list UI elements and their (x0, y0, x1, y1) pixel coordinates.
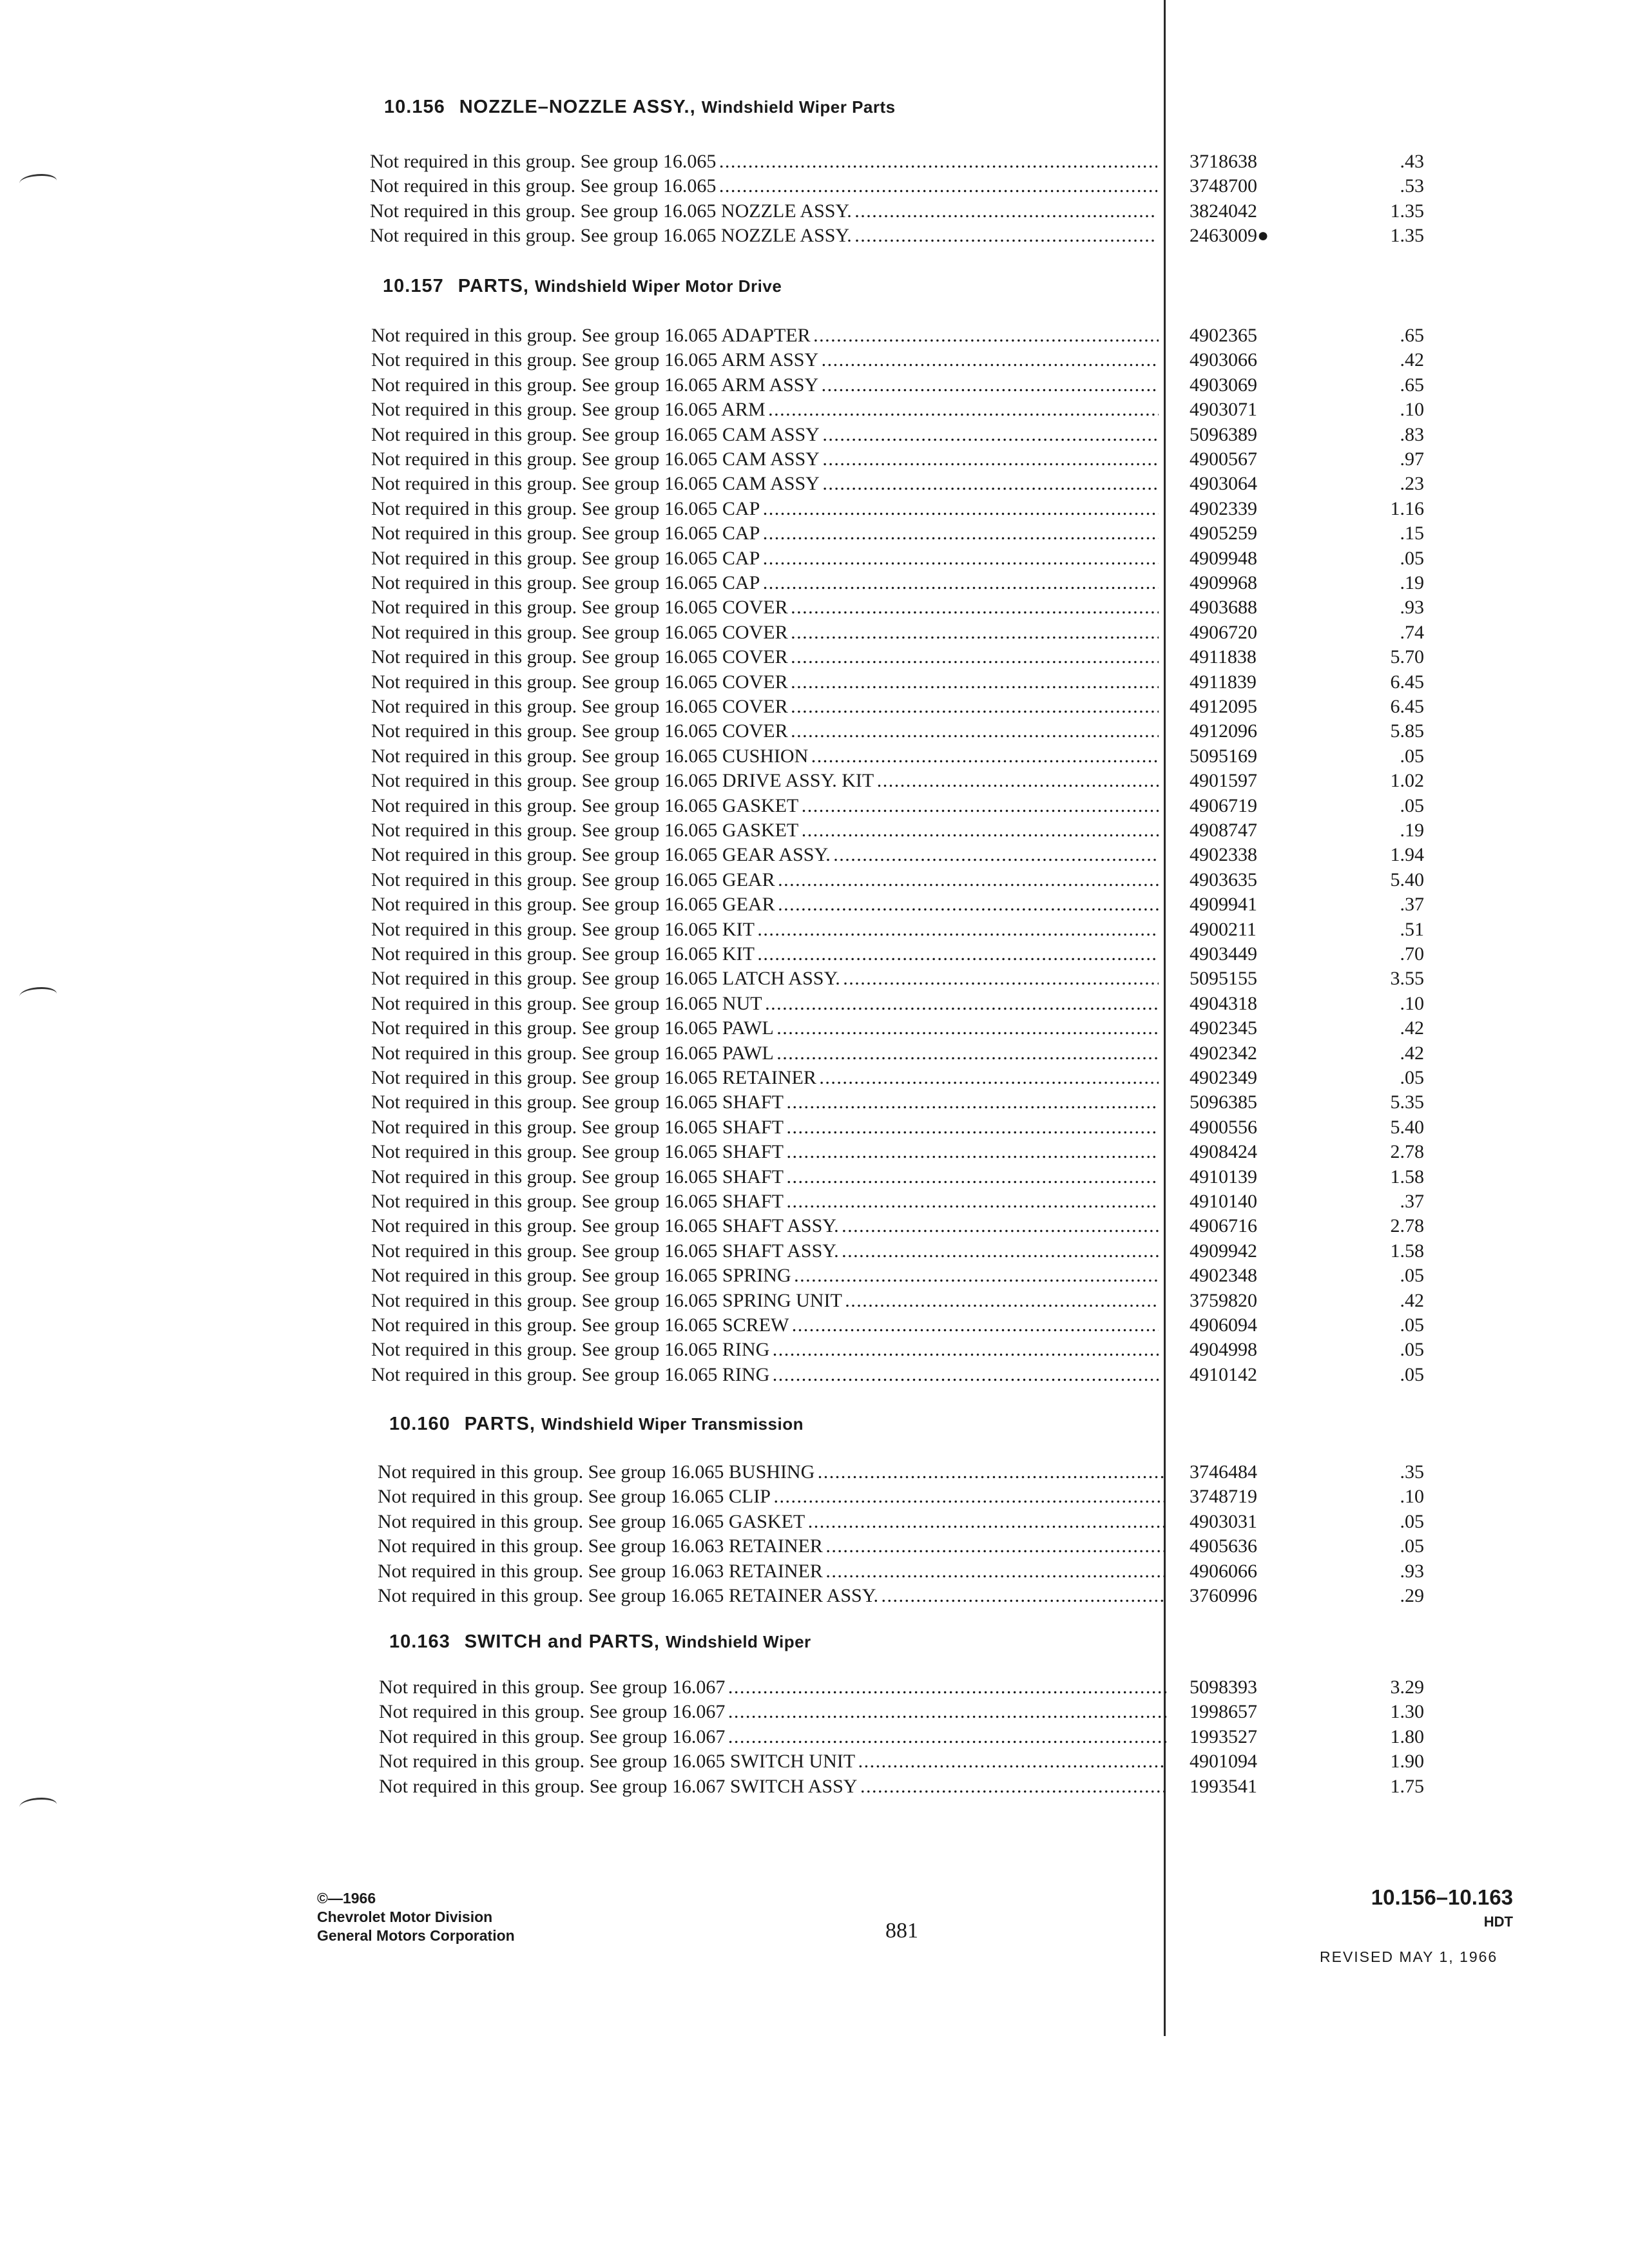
list-price: 1.75 (1390, 1775, 1424, 1797)
parts-row (0, 323, 1629, 348)
revised-date: REVISED MAY 1, 1966 (1320, 1948, 1498, 1965)
part-number: 4900567 (1190, 448, 1257, 470)
part-number: 4910142 (1190, 1363, 1257, 1385)
part-number: 2463009● (1190, 225, 1269, 247)
list-price: 5.40 (1390, 869, 1424, 890)
part-number: 4910140 (1190, 1191, 1257, 1212)
part-number: 4901094 (1190, 1751, 1257, 1773)
parts-row (0, 818, 1629, 843)
row-description: Not required in this group. See group 16.065 NOZZLE ASSY. . . . (370, 224, 1157, 248)
parts-row (0, 670, 1629, 695)
row-description: Not required in this group. See group 16.065 LATCH ASSY. . . . (371, 966, 1159, 991)
part-number: 4903688 (1190, 597, 1257, 619)
section-title: PARTS, (464, 1414, 535, 1434)
list-price: .05 (1400, 1314, 1424, 1336)
part-number: 4903635 (1190, 869, 1257, 890)
row-description: Not required in this group. See group 16.065 SHAFT . . . (371, 1140, 1159, 1164)
part-number: 4902345 (1190, 1017, 1257, 1039)
part-number: 4901597 (1190, 770, 1257, 792)
parts-row (0, 1189, 1629, 1214)
part-number: 4900556 (1190, 1116, 1257, 1138)
list-price: .65 (1400, 374, 1424, 396)
part-number: 4902338 (1190, 844, 1257, 866)
group-range: 10.156–10.163 (1371, 1885, 1513, 1909)
parts-row (0, 1460, 1629, 1485)
parts-row (0, 373, 1629, 398)
list-price: .93 (1400, 1560, 1424, 1582)
parts-row (0, 1725, 1629, 1749)
row-description: Not required in this group. See group 16.065 RING . . . (371, 1363, 1159, 1387)
list-price: .05 (1400, 1339, 1424, 1361)
parts-row (0, 645, 1629, 669)
list-price: 5.70 (1390, 646, 1424, 668)
row-description: Not required in this group. See group 16.065 ADAPTER . . . (371, 323, 1159, 348)
part-number: 1993541 (1190, 1775, 1257, 1797)
row-description: Not required in this group. See group 16.065 CLIP . . . (378, 1485, 1165, 1509)
part-number: 5096389 (1190, 423, 1257, 445)
list-price: .10 (1400, 399, 1424, 421)
list-price: 1.35 (1390, 225, 1424, 247)
part-number: 3748719 (1190, 1486, 1257, 1508)
row-description: Not required in this group. See group 16.065 RETAINER ASSY. . . . (378, 1584, 1165, 1608)
list-price: 2.78 (1390, 1215, 1424, 1237)
section-subtitle: Windshield Wiper Parts (701, 97, 896, 117)
row-description: Not required in this group. See group 16.067 . . . (379, 1675, 1166, 1700)
row-description: Not required in this group. See group 16.065 NUT . . . (371, 992, 1159, 1016)
part-number: 4906719 (1190, 794, 1257, 816)
part-number: 4909948 (1190, 547, 1257, 569)
row-description: Not required in this group. See group 16.065 GASKET . . . (378, 1510, 1165, 1534)
list-price: 1.02 (1390, 770, 1424, 792)
row-description: Not required in this group. See group 16.065 SHAFT ASSY. . . . (371, 1239, 1159, 1264)
part-number: 3748700 (1190, 175, 1257, 197)
row-description: Not required in this group. See group 16.065 ARM ASSY . . . (371, 348, 1159, 372)
parts-row (0, 719, 1629, 744)
part-number: 3824042 (1190, 200, 1257, 222)
list-price: .05 (1400, 1510, 1424, 1532)
parts-row (0, 571, 1629, 595)
row-description: Not required in this group. See group 16.065 COVER . . . (371, 695, 1159, 719)
part-number: 1993527 (1190, 1725, 1257, 1747)
row-description: Not required in this group. See group 16.065 GEAR . . . (371, 868, 1159, 892)
list-price: 1.90 (1390, 1751, 1424, 1773)
section-subtitle: Windshield Wiper Motor Drive (534, 276, 782, 296)
row-description: Not required in this group. See group 16.065 KIT . . . (371, 942, 1159, 966)
list-price: .97 (1400, 448, 1424, 470)
row-description: Not required in this group. See group 16.065 . . . (370, 149, 1157, 174)
section-title: NOZZLE–NOZZLE ASSY., (459, 97, 696, 117)
list-price: .53 (1400, 175, 1424, 197)
list-price: .05 (1400, 1535, 1424, 1557)
row-description: Not required in this group. See group 16.065 COVER . . . (371, 670, 1159, 695)
list-price: 1.30 (1390, 1701, 1424, 1723)
row-description: Not required in this group. See group 16.063 RETAINER . . . (378, 1559, 1165, 1584)
row-description: Not required in this group. See group 16.065 COVER . . . (371, 645, 1159, 669)
part-number: 4906720 (1190, 621, 1257, 643)
part-number: 4903064 (1190, 473, 1257, 495)
list-price: 5.85 (1390, 720, 1424, 742)
parts-row (0, 447, 1629, 472)
part-number: 4906094 (1190, 1314, 1257, 1336)
parts-row (0, 1485, 1629, 1509)
list-price: .43 (1400, 151, 1424, 172)
row-description: Not required in this group. See group 16.065 PAWL . . . (371, 1041, 1159, 1066)
part-number: 4903066 (1190, 349, 1257, 371)
parts-row (0, 1363, 1629, 1387)
part-number: 3760996 (1190, 1585, 1257, 1606)
section-heading (389, 1414, 804, 1435)
section-title: SWITCH and PARTS, (464, 1631, 660, 1652)
part-number: 4912095 (1190, 696, 1257, 717)
row-description: Not required in this group. See group 16.065 GEAR . . . (371, 892, 1159, 917)
list-price: 2.78 (1390, 1141, 1424, 1163)
parts-row (0, 1041, 1629, 1066)
list-price: 5.35 (1390, 1091, 1424, 1113)
row-description: Not required in this group. See group 16.065 SPRING UNIT . . . (371, 1289, 1159, 1313)
list-price: .42 (1400, 1289, 1424, 1311)
list-price: .15 (1400, 523, 1424, 544)
parts-row (0, 918, 1629, 942)
part-number: 4911839 (1190, 671, 1257, 693)
row-description: Not required in this group. See group 16.065 DRIVE ASSY. KIT . . . (371, 769, 1159, 793)
part-number: 4902342 (1190, 1042, 1257, 1064)
division-name: Chevrolet Motor Division (317, 1908, 493, 1925)
list-price: .42 (1400, 1042, 1424, 1064)
row-description: Not required in this group. See group 16.065 COVER . . . (371, 595, 1159, 620)
publisher-block (317, 1889, 515, 1945)
list-price: 1.16 (1390, 497, 1424, 519)
part-number: 4906716 (1190, 1215, 1257, 1237)
corporation-name: General Motors Corporation (317, 1927, 515, 1944)
part-number: 3759820 (1190, 1289, 1257, 1311)
list-price: .10 (1400, 1486, 1424, 1508)
parts-row (0, 1066, 1629, 1090)
row-description: Not required in this group. See group 16.065 ARM ASSY . . . (371, 373, 1159, 398)
row-description: Not required in this group. See group 16.065 SHAFT ASSY. . . . (371, 1214, 1159, 1238)
parts-row (0, 1700, 1629, 1724)
part-number: 1998657 (1190, 1701, 1257, 1723)
row-description: Not required in this group. See group 16.065 COVER . . . (371, 719, 1159, 744)
part-number: 4903031 (1190, 1510, 1257, 1532)
parts-row (0, 521, 1629, 546)
list-price: .23 (1400, 473, 1424, 495)
part-number: 4909941 (1190, 894, 1257, 916)
list-price: .83 (1400, 423, 1424, 445)
part-number: 4908424 (1190, 1141, 1257, 1163)
list-price: 6.45 (1390, 696, 1424, 717)
list-price: .70 (1400, 943, 1424, 965)
parts-row (0, 224, 1629, 248)
parts-row (0, 348, 1629, 372)
parts-row (0, 1338, 1629, 1362)
row-description: Not required in this group. See group 16.065 ARM . . . (371, 398, 1159, 422)
list-price: 3.29 (1390, 1677, 1424, 1698)
row-description: Not required in this group. See group 16.065 SPRING . . . (371, 1264, 1159, 1288)
parts-row (0, 695, 1629, 719)
part-number: 5095169 (1190, 745, 1257, 767)
list-price: 1.58 (1390, 1166, 1424, 1187)
list-price: 1.58 (1390, 1240, 1424, 1262)
part-number: 4911838 (1190, 646, 1257, 668)
parts-row (0, 1115, 1629, 1140)
section-heading (384, 97, 896, 118)
row-description: Not required in this group. See group 16.067 . . . (379, 1725, 1166, 1749)
part-number: 3746484 (1190, 1461, 1257, 1483)
part-number: 4903071 (1190, 399, 1257, 421)
parts-row (0, 174, 1629, 198)
row-description: Not required in this group. See group 16.065 SHAFT . . . (371, 1115, 1159, 1140)
row-description: Not required in this group. See group 16.067 . . . (379, 1700, 1166, 1724)
list-price: .29 (1400, 1585, 1424, 1606)
row-description: Not required in this group. See group 16.065 RING . . . (371, 1338, 1159, 1362)
parts-row (0, 497, 1629, 521)
parts-row (0, 398, 1629, 422)
list-price: .35 (1400, 1461, 1424, 1483)
parts-row (0, 1510, 1629, 1534)
parts-row (0, 1264, 1629, 1288)
part-number: 4902348 (1190, 1265, 1257, 1287)
margin-pen-mark (19, 1798, 57, 1814)
list-price: .42 (1400, 1017, 1424, 1039)
part-number: 5096385 (1190, 1091, 1257, 1113)
list-price: .19 (1400, 820, 1424, 841)
part-number: 5095155 (1190, 968, 1257, 990)
list-price: .05 (1400, 1363, 1424, 1385)
parts-row (0, 1675, 1629, 1700)
list-price: .05 (1400, 1067, 1424, 1088)
list-price: 1.80 (1390, 1725, 1424, 1747)
row-description: Not required in this group. See group 16.065 BUSHING . . . (378, 1460, 1165, 1485)
list-price: 1.94 (1390, 844, 1424, 866)
row-description: Not required in this group. See group 16.065 SHAFT . . . (371, 1090, 1159, 1115)
list-price: 6.45 (1390, 671, 1424, 693)
part-number: 4912096 (1190, 720, 1257, 742)
parts-row (0, 992, 1629, 1016)
list-price: .05 (1400, 1265, 1424, 1287)
parts-row (0, 868, 1629, 892)
list-price: .93 (1400, 597, 1424, 619)
row-description: Not required in this group. See group 16.065 CAM ASSY . . . (371, 472, 1159, 496)
row-description: Not required in this group. See group 16.063 RETAINER . . . (378, 1534, 1165, 1559)
section-heading (383, 276, 782, 297)
list-price: .65 (1400, 325, 1424, 346)
list-price: .05 (1400, 794, 1424, 816)
parts-row (0, 1559, 1629, 1584)
parts-row (0, 1289, 1629, 1313)
list-price: .05 (1400, 745, 1424, 767)
part-number: 5098393 (1190, 1677, 1257, 1698)
part-number: 4904998 (1190, 1339, 1257, 1361)
section-subtitle: Windshield Wiper (666, 1632, 811, 1651)
row-description: Not required in this group. See group 16.065 CAM ASSY . . . (371, 423, 1159, 447)
part-number: 4905259 (1190, 523, 1257, 544)
row-description: Not required in this group. See group 16.065 CUSHION . . . (371, 744, 1159, 769)
list-price: .74 (1400, 621, 1424, 643)
row-description: Not required in this group. See group 16.065 CAP . . . (371, 497, 1159, 521)
parts-row (0, 769, 1629, 793)
row-description: Not required in this group. See group 16.065 GASKET . . . (371, 794, 1159, 818)
list-price: 3.55 (1390, 968, 1424, 990)
parts-row (0, 620, 1629, 645)
list-price: 1.35 (1390, 200, 1424, 222)
section-subtitle: Windshield Wiper Transmission (541, 1414, 804, 1434)
copyright: ©—1966 (317, 1890, 376, 1907)
row-description: Not required in this group. See group 16.065 CAP . . . (371, 571, 1159, 595)
list-price: .51 (1400, 918, 1424, 940)
section-number: 10.163 (389, 1631, 450, 1652)
row-description: Not required in this group. See group 16.065 COVER . . . (371, 620, 1159, 645)
part-number: 4902365 (1190, 325, 1257, 346)
parts-row (0, 966, 1629, 991)
row-description: Not required in this group. See group 16.065 . . . (370, 174, 1157, 198)
row-description: Not required in this group. See group 16.065 KIT . . . (371, 918, 1159, 942)
section-number: 10.160 (389, 1414, 450, 1434)
parts-row (0, 794, 1629, 818)
part-number: 4910139 (1190, 1166, 1257, 1187)
part-number: 4909968 (1190, 572, 1257, 593)
parts-row (0, 546, 1629, 571)
parts-row (0, 1313, 1629, 1338)
part-number: 4902339 (1190, 497, 1257, 519)
parts-row (0, 1239, 1629, 1264)
parts-row (0, 1534, 1629, 1559)
catalog-code: HDT (1483, 1914, 1513, 1930)
parts-row (0, 1749, 1629, 1774)
part-number: 4904318 (1190, 992, 1257, 1014)
parts-row (0, 423, 1629, 447)
page-number: 881 (885, 1919, 918, 1943)
list-price: .37 (1400, 894, 1424, 916)
row-description: Not required in this group. See group 16.065 SHAFT . . . (371, 1189, 1159, 1214)
list-price: .19 (1400, 572, 1424, 593)
list-price: .37 (1400, 1191, 1424, 1212)
section-heading (389, 1631, 811, 1653)
parts-row (0, 892, 1629, 917)
row-description: Not required in this group. See group 16.065 SCREW . . . (371, 1313, 1159, 1338)
section-number: 10.156 (384, 97, 445, 117)
parts-row (0, 1140, 1629, 1164)
parts-row (0, 149, 1629, 174)
list-price: .42 (1400, 349, 1424, 371)
row-description: Not required in this group. See group 16.065 RETAINER . . . (371, 1066, 1159, 1090)
row-description: Not required in this group. See group 16.065 SWITCH UNIT . . . (379, 1749, 1166, 1774)
parts-row (0, 1214, 1629, 1238)
row-description: Not required in this group. See group 16.065 CAM ASSY . . . (371, 447, 1159, 472)
part-number: 4900211 (1190, 918, 1257, 940)
parts-row (0, 1016, 1629, 1041)
row-description: Not required in this group. See group 16.065 GASKET . . . (371, 818, 1159, 843)
row-description: Not required in this group. See group 16.065 NOZZLE ASSY. . . . (370, 199, 1157, 224)
row-description: Not required in this group. See group 16.065 CAP . . . (371, 546, 1159, 571)
part-number: 4903069 (1190, 374, 1257, 396)
part-number: 3718638 (1190, 151, 1257, 172)
part-number: 4903449 (1190, 943, 1257, 965)
parts-row (0, 1584, 1629, 1608)
part-number: 4908747 (1190, 820, 1257, 841)
parts-row (0, 1774, 1629, 1799)
row-description: Not required in this group. See group 16.067 SWITCH ASSY . . . (379, 1774, 1166, 1799)
list-price: .05 (1400, 547, 1424, 569)
parts-row (0, 843, 1629, 867)
parts-row (0, 1165, 1629, 1189)
part-number: 4906066 (1190, 1560, 1257, 1582)
list-price: 5.40 (1390, 1116, 1424, 1138)
list-price: .10 (1400, 992, 1424, 1014)
parts-row (0, 199, 1629, 224)
parts-row (0, 595, 1629, 620)
row-description: Not required in this group. See group 16.065 CAP . . . (371, 521, 1159, 546)
part-number: 4909942 (1190, 1240, 1257, 1262)
part-number: 4905636 (1190, 1535, 1257, 1557)
part-number: 4902349 (1190, 1067, 1257, 1088)
row-description: Not required in this group. See group 16.065 SHAFT . . . (371, 1165, 1159, 1189)
section-title: PARTS, (458, 276, 529, 296)
parts-row (0, 1090, 1629, 1115)
row-description: Not required in this group. See group 16.065 PAWL . . . (371, 1016, 1159, 1041)
parts-row (0, 744, 1629, 769)
row-description: Not required in this group. See group 16.065 GEAR ASSY. . . . (371, 843, 1159, 867)
parts-row (0, 472, 1629, 496)
parts-row (0, 942, 1629, 966)
section-number: 10.157 (383, 276, 444, 296)
